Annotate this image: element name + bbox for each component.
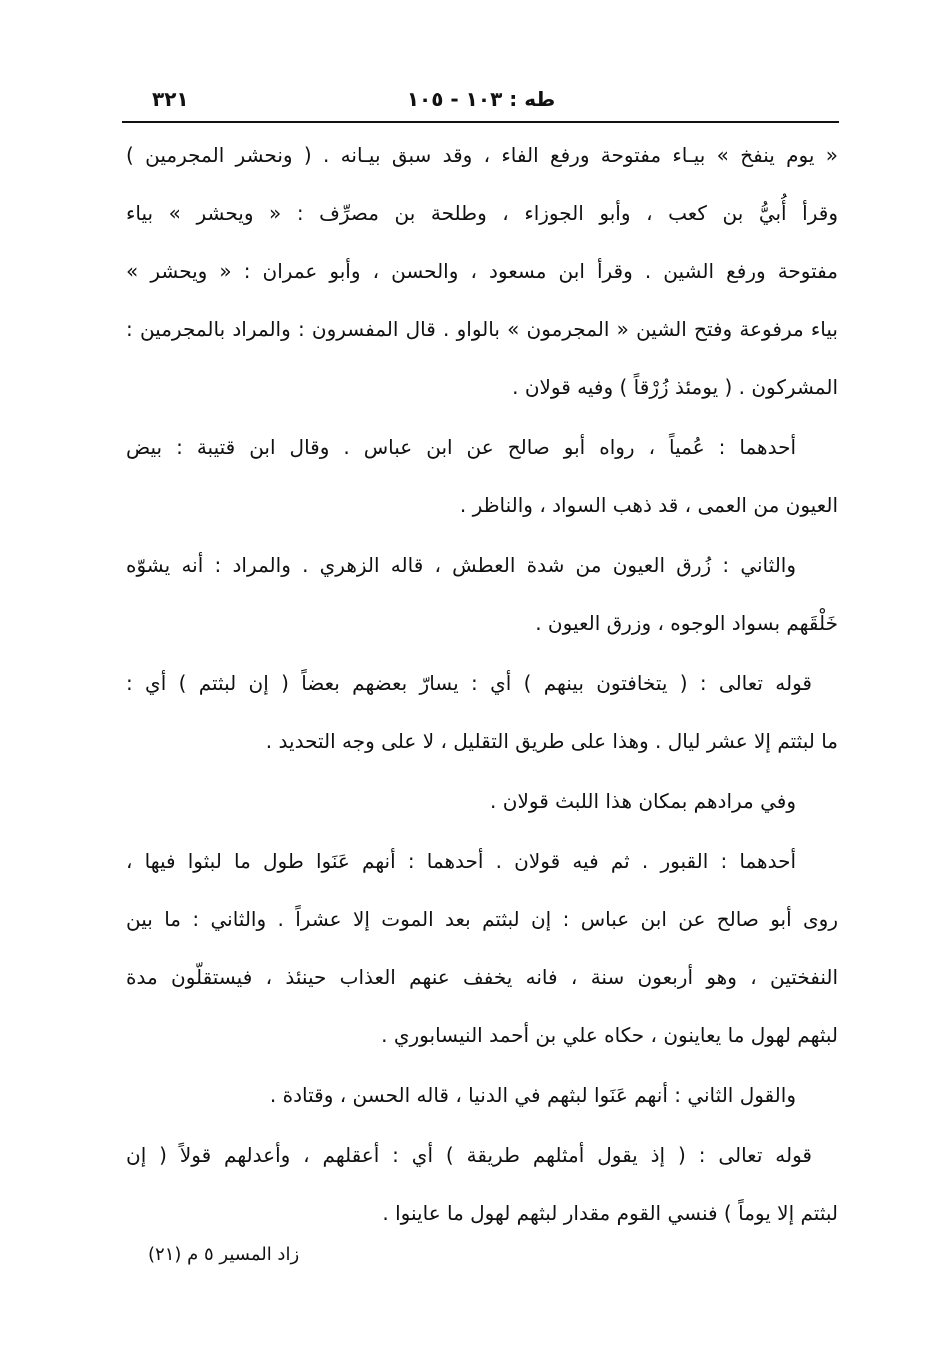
paragraph-verse-commentary [126,1126,838,1242]
running-head [125,82,837,116]
text-line: أحدهما : القبور . ثم فيه قولان . أحدهما : أنهم عَنَوا طول ما لبثوا فيها ، [126,849,796,873]
text-line: المشركون . ( يومئذ زُرْقاً ) وفيه قولان . [512,375,838,399]
paragraph [126,418,838,534]
surah-verse-reference: طه : ١٠٣ - ١٠٥ [406,87,556,111]
text-line: « يوم ينفخ » بيـاء مفتوحة ورفع الفاء ، وقد سبق بيـانه . ( ونحشر المجرمين ) [126,143,838,167]
paragraph [126,1066,838,1124]
commentary-text [126,126,838,1242]
paragraph [126,832,838,1064]
text-line: مفتوحة ورفع الشين . وقرأ ابن مسعود ، والحسن ، وأبو عمران : « ويحشر » [126,259,838,283]
paragraph [126,772,838,830]
text-line: والثاني : زُرق العيون من شدة العطش ، قاله الزهري . والمراد : أنه يشوّه [126,553,796,577]
paragraph-verse-commentary [126,654,838,770]
text-line: بياء مرفوعة وفتح الشين « المجرمون » بالواو . قال المفسرون : والمراد بالمجرمين : [126,317,838,341]
text-line: العيون من العمى ، قد ذهب السواد ، والناظر . [459,493,838,517]
text-line: والقول الثاني : أنهم عَنَوا لبثهم في الدنيا ، قاله الحسن ، وقتادة . [269,1083,796,1107]
text-line: ما لبثتم إلا عشر ليال . وهذا على طريق التقليل ، لا على وجه التحديد . [265,729,838,753]
text-line: خَلْقَهم بسواد الوجوه ، وزرق العيون . [535,611,838,635]
text-line: لبثتم إلا يوماً ) فنسي القوم مقدار لبثهم لهول ما عاينوا . [382,1201,838,1225]
text-line: قوله تعالى : ( إذ يقول أمثلهم طريقة ) أي : أعقلهم ، وأعدلهم قولاً ( إن [126,1143,812,1167]
text-line: قوله تعالى : ( يتخافتون بينهم ) أي : يسارّ بعضهم بعضاً ( إن لبثتم ) أي : [126,671,812,695]
text-line: أحدهما : عُمياً ، رواه أبو صالح عن ابن عباس . وقال ابن قتيبة : بيض [126,435,796,459]
printer-signature-mark: زاد المسير ٥ م (٢١) [148,1244,300,1265]
header-rule [122,121,839,123]
paragraph [126,536,838,652]
text-line: وقرأ أُبيُّ بن كعب ، وأبو الجوزاء ، وطلحة بن مصرِّف : « ويحشر » بياء [126,201,838,225]
text-line: لبثهم لهول ما يعاينون ، حكاه علي بن أحمد النيسابوري . [381,1023,838,1047]
text-line: روى أبو صالح عن ابن عباس : إن لبثتم بعد الموت إلا عشراً . والثاني : ما بين [126,907,838,931]
page-number: ٣٢١ [152,87,189,111]
paragraph-continued [126,126,838,416]
text-line: وفي مرادهم بمكان هذا اللبث قولان . [490,789,796,813]
text-line: النفختين ، وهو أربعون سنة ، فانه يخفف عنهم العذاب حينئذ ، فيستقلّون مدة [126,965,838,989]
